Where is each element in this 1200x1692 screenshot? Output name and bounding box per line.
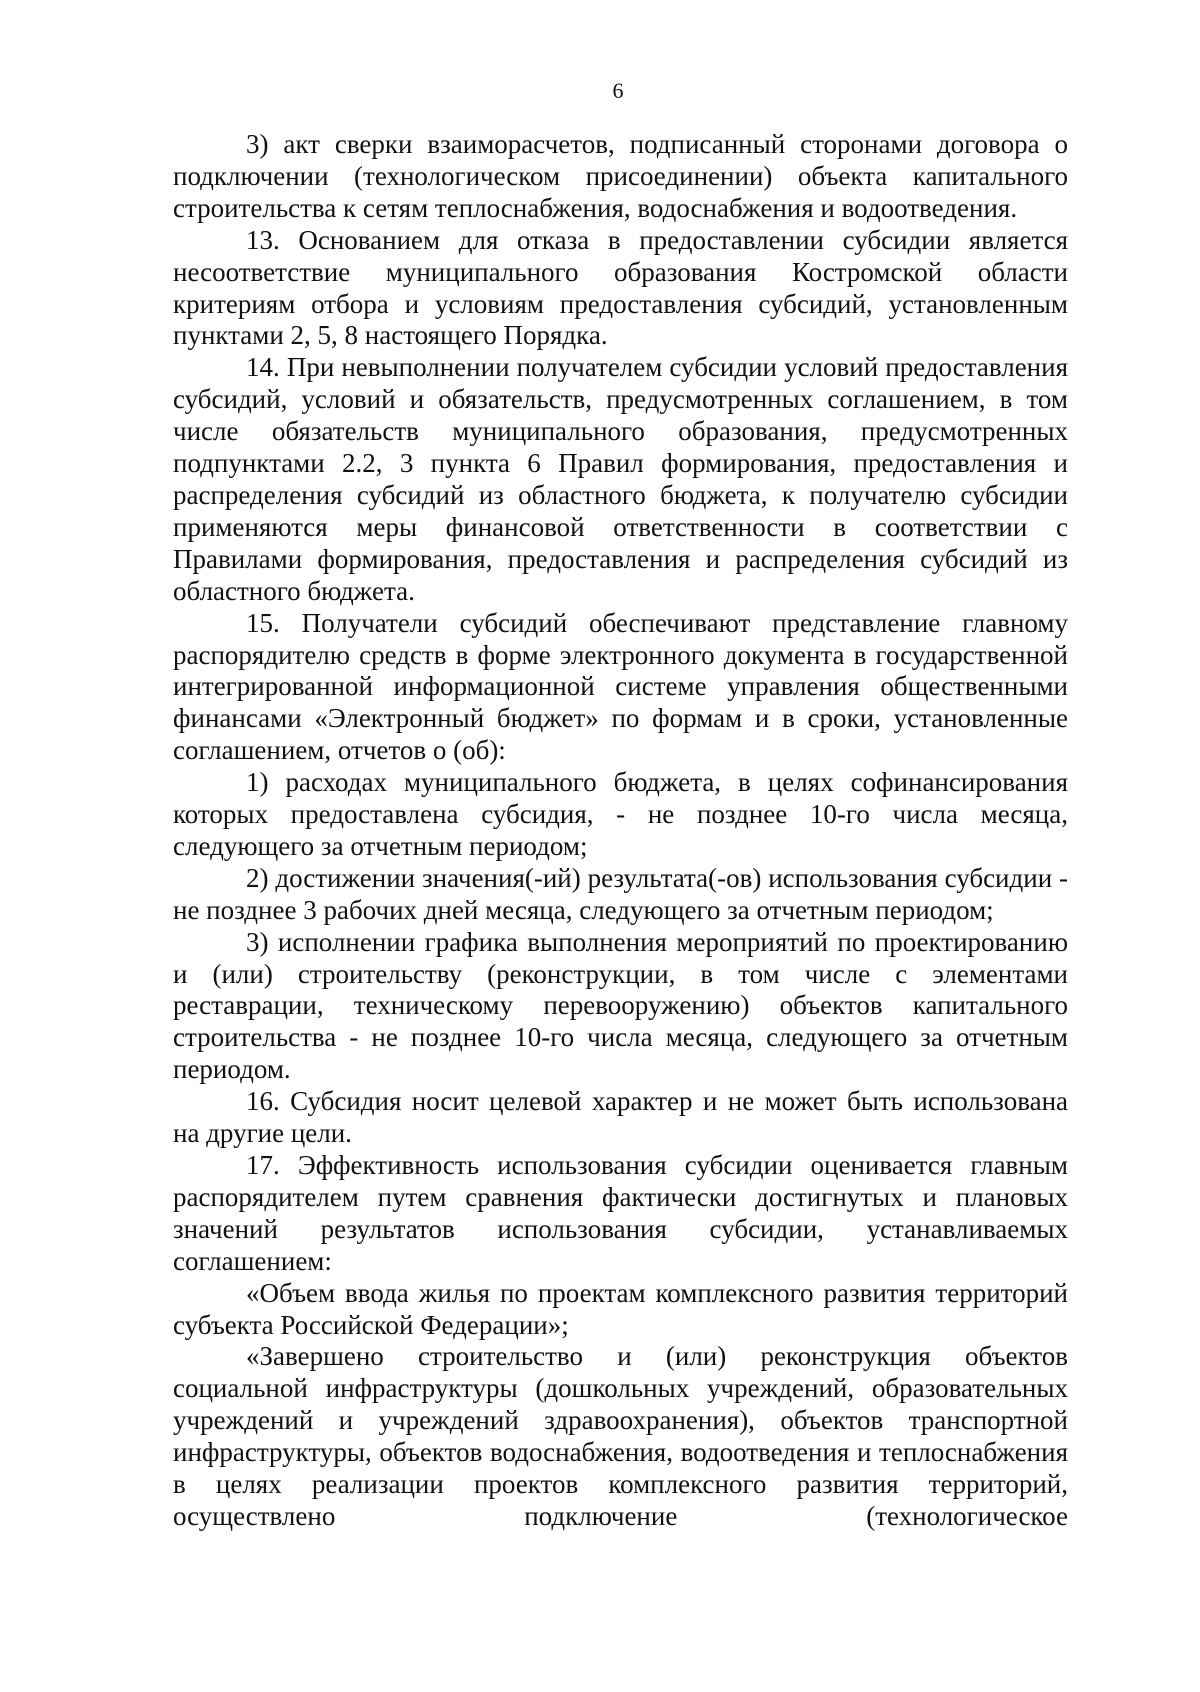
paragraph-16: 16. Субсидия носит целевой характер и не может быть использована на другие цели. bbox=[173, 1086, 1068, 1149]
paragraph-item-3-act: 3) акт сверки взаиморасчетов, подписанный сторонами договора о подключении (технологическом присоединении) объекта капитального строительства к сетям теплоснабжения, водоснабжения и водоотведения. bbox=[173, 129, 1068, 223]
paragraph-17: 17. Эффективность использования субсидии оценивается главным распорядителем путем сравнения фактически достигнутых и плановых значений результатов использования субсидии, устанавливаемых соглашением: bbox=[173, 1150, 1068, 1276]
result-indicator-infrastructure: «Завершено строительство и (или) реконструкция объектов социальной инфраструктуры (дошкольных учреждений, образовательных учреждений и учреждений здравоохранения), объектов транспортной инфраструктуры, объектов водоснабжения, водоотведения и теплоснабжения в целях реализации проектов комплексного развития территорий, осуществлено подключение (технологическое bbox=[173, 1341, 1068, 1531]
paragraph-15-item-2: 2) достижении значения(-ий) результата(-ов) использования субсидии - не позднее 3 рабочих дней месяца, следующего за отчетным периодом; bbox=[173, 862, 1068, 925]
paragraph-14: 14. При невыполнении получателем субсидии условий предоставления субсидий, условий и обязательств, предусмотренных соглашением, в том числе обязательств муниципального образования, предусмотренных подпунктами 2.2, 3 пункта 6 Правил формирования, предоставления и распределения субсидий из областного бюджета, к получателю субсидии применяются меры финансовой ответственности в соответствии с Правилами формирования, предоставления и распределения субсидий из областного бюджета. bbox=[173, 352, 1068, 606]
paragraph-13: 13. Основанием для отказа в предоставлении субсидии является несоответствие муниципального образования Костромской области критериям отбора и условиям предоставления субсидий, установленным пунктами 2, 5, 8 настоящего Порядка. bbox=[173, 224, 1068, 351]
result-indicator-housing: «Объем ввода жилья по проектам комплексного развития территорий субъекта Российской Федерации»; bbox=[173, 1277, 1068, 1340]
document-body bbox=[173, 129, 1068, 1533]
paragraph-15-item-1: 1) расходах муниципального бюджета, в целях софинансирования которых предоставлена субсидия, - не позднее 10-го числа месяца, следующего за отчетным периодом; bbox=[173, 767, 1068, 861]
page-number: 6 bbox=[612, 78, 624, 103]
paragraph-15-item-3: 3) исполнении графика выполнения мероприятий по проектированию и (или) строительству (реконструкции, в том числе с элементами реставрации, техническому перевооружению) объектов капитального строительства - не позднее 10-го числа месяца, следующего за отчетным периодом. bbox=[173, 926, 1068, 1085]
paragraph-15: 15. Получатели субсидий обеспечивают представление главному распорядителю средств в форме электронного документа в государственной интегрированной информационной системе управления общественными финансами «Электронный бюджет» по формам и в сроки, установленные соглашением, отчетов о (об): bbox=[173, 607, 1068, 766]
